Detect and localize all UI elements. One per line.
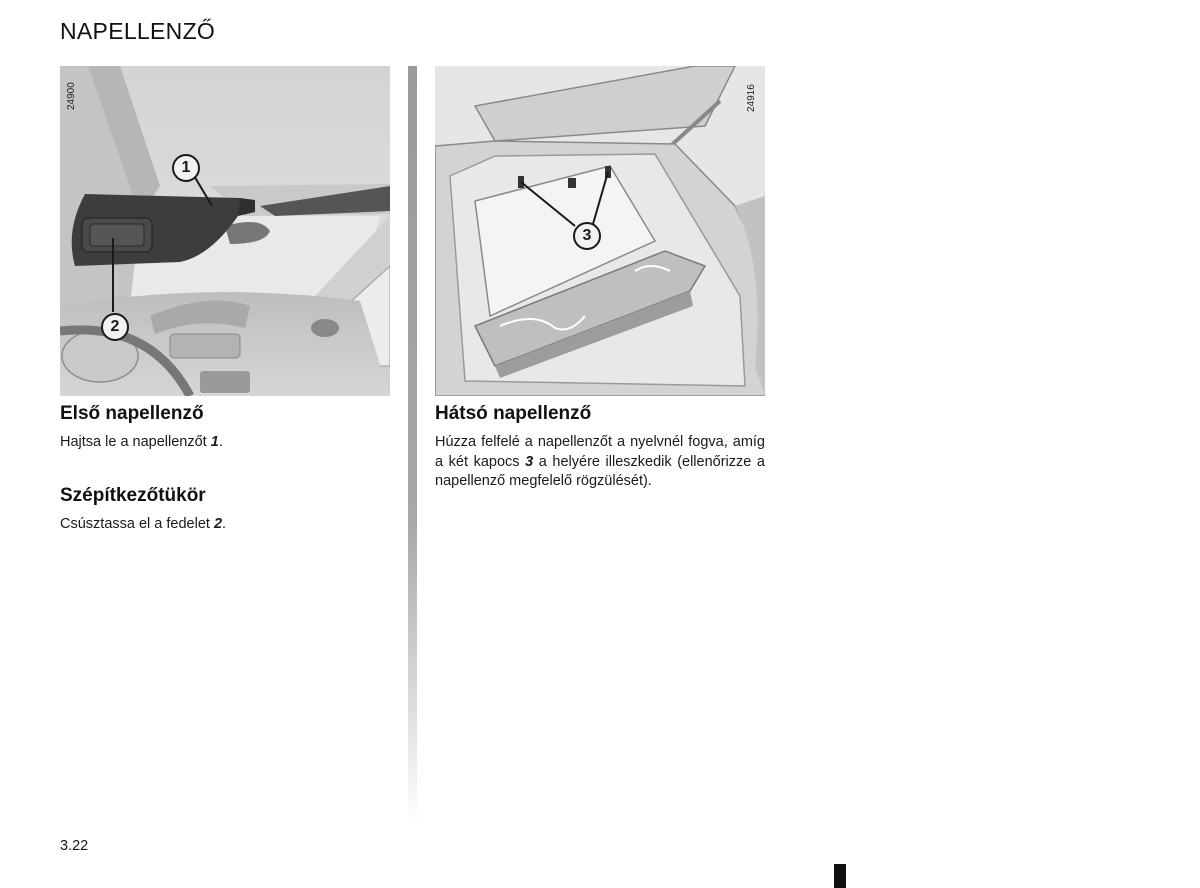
rear-visor-illustration — [435, 66, 765, 396]
rear-visor-paragraph — [435, 433, 765, 492]
front-visor-ref: 1 — [210, 434, 219, 450]
rear-visor-heading: Hátsó napellenző — [435, 403, 592, 424]
front-visor-text-end: . — [218, 434, 223, 450]
front-visor-drawing — [60, 66, 390, 396]
rear-visor-text: Húzza felfelé a napellenzőt a nyelvnél fogva, amíg a két kapocs — [435, 434, 765, 470]
page-edge-marker — [834, 864, 846, 888]
callout-3 — [573, 222, 601, 250]
callout-1 — [172, 154, 200, 182]
callout-1-label: 1 — [181, 159, 191, 176]
callout-3-label: 3 — [582, 227, 592, 244]
rear-visor-ref: 3 — [525, 453, 534, 470]
figure-2-code: 24916 — [746, 84, 757, 112]
column-divider — [408, 66, 417, 826]
page-title: NAPELLENZŐ — [60, 18, 216, 44]
callout-2 — [101, 313, 129, 341]
vanity-mirror-text-end: . — [222, 516, 227, 532]
vanity-mirror-heading: Szépítkezőtükör — [60, 485, 206, 506]
figure-1-code: 24900 — [66, 82, 77, 110]
front-visor-heading: Első napellenző — [60, 403, 204, 424]
rear-visor-text-end: a helyére illeszkedik (ellenőrizze a napellenző megfelelő rögzülését). — [435, 453, 765, 489]
page-number: 3.22 — [60, 838, 89, 854]
vanity-mirror-ref: 2 — [213, 516, 223, 532]
callout-2-label: 2 — [110, 318, 120, 335]
front-visor-illustration — [60, 66, 390, 396]
front-visor-text: Hajtsa le a napellenzőt — [60, 434, 211, 450]
vanity-mirror-text: Csúsztassa el a fedelet — [60, 516, 214, 532]
front-visor-paragraph — [60, 433, 390, 453]
vanity-mirror-paragraph — [60, 515, 390, 535]
